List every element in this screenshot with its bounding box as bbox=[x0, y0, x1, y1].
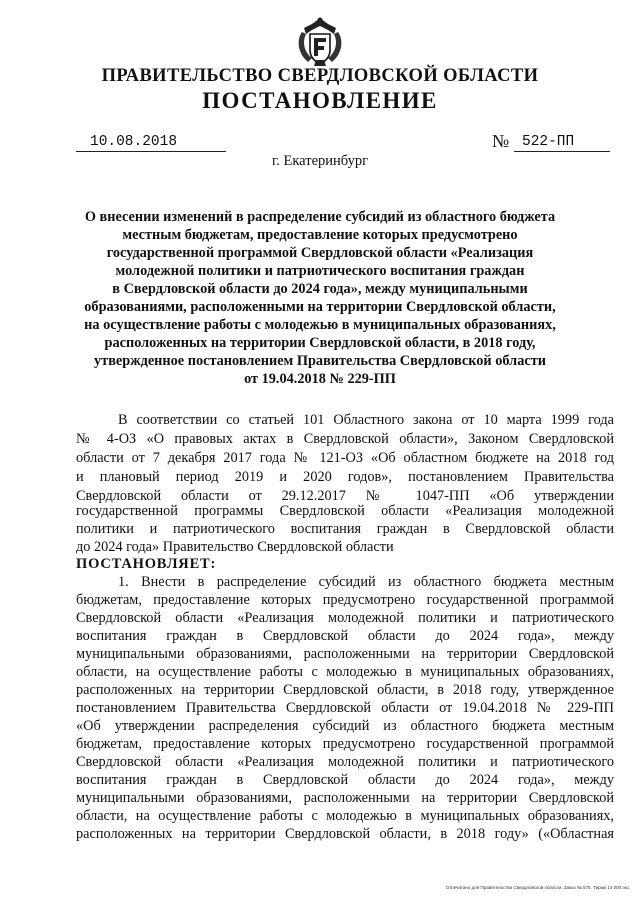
body-line: В соответствии со статьей 101 Областного закона от 10 марта 1999 года bbox=[118, 412, 614, 428]
document-number: 522-ПП bbox=[514, 133, 610, 152]
body-line: бюджетам, предоставление которых предусмотрено государственной программой bbox=[76, 736, 614, 752]
body-line: Свердловской области от 29.12.2017 № 1047-ПП «Об утверждении bbox=[76, 488, 614, 504]
body-line: и плановый период 2019 и 2020 годов», постановлением Правительства bbox=[76, 469, 614, 485]
title-line: в Свердловской области до 2024 года», между муниципальными bbox=[112, 281, 528, 297]
title-line: О внесении изменений в распределение субсидий из областного бюджета bbox=[84, 209, 556, 225]
body-line: политики и патриотического воспитания граждан в Свердловской области bbox=[76, 521, 614, 537]
document-number-label: № bbox=[492, 131, 510, 151]
title-line: утвержденное постановлением Правительства Свердловской области bbox=[94, 353, 546, 369]
body-line: области, на осуществление работы с молодежью в муниципальных образованиях, bbox=[76, 808, 614, 824]
title-line: на осуществление работы с молодежью в муниципальных образованиях, bbox=[84, 317, 556, 333]
title-line: расположенных на территории Свердловской области, в 2018 году, bbox=[104, 335, 536, 351]
document-date: 10.08.2018 bbox=[76, 133, 226, 152]
decrees-heading: ПОСТАНОВЛЯЕТ: bbox=[76, 556, 217, 572]
city-line: г. Екатеринбург bbox=[271, 153, 369, 169]
print-footer-note: Отпечатано для Правительства Свердловской области. Заказ № 575. Тираж 14 000 экз. bbox=[445, 885, 630, 890]
title-line: от 19.04.2018 № 229-ПП bbox=[244, 371, 396, 387]
body-line: расположенных на территории Свердловской области, в 2018 году» («Областная bbox=[76, 826, 614, 842]
government-title: ПРАВИТЕЛЬСТВО СВЕРДЛОВСКОЙ ОБЛАСТИ bbox=[101, 66, 539, 86]
title-line: местным бюджетам, предоставление которых предусмотрено bbox=[122, 227, 518, 243]
body-line: Свердловской области «Реализация молодежной политики и патриотического bbox=[76, 610, 614, 626]
title-line: государственной программой Свердловской области «Реализация bbox=[106, 245, 534, 261]
body-line: воспитания граждан в Свердловской области до 2024 года», между bbox=[76, 628, 614, 644]
body-line: постановлением Правительства Свердловской области от 19.04.2018 № 229-ПП bbox=[76, 700, 614, 716]
title-line: образованиями, расположенными на территории Свердловской области, bbox=[84, 299, 556, 315]
body-line: воспитания граждан в Свердловской области до 2024 года», между bbox=[76, 772, 614, 788]
coat-of-arms-icon bbox=[296, 16, 344, 68]
document-type-heading: ПОСТАНОВЛЕНИЕ bbox=[202, 88, 438, 113]
body-line: Свердловской области «Реализация молодежной политики и патриотического bbox=[76, 754, 614, 770]
body-line: области от 7 декабря 2017 года № 121-ОЗ «Об областном бюджете на 2018 год bbox=[76, 450, 614, 466]
body-line: области, на осуществление работы с молодежью в муниципальных образованиях, bbox=[76, 664, 614, 680]
body-line: государственной программы Свердловской области «Реализация молодежной bbox=[76, 503, 614, 519]
body-line: № 4-ОЗ «О правовых актах в Свердловской области», Законом Свердловской bbox=[76, 431, 614, 447]
body-line: «Об утверждении распределения субсидий из областного бюджета местным bbox=[76, 718, 614, 734]
body-line: 1. Внести в распределение субсидий из областного бюджета местным bbox=[118, 574, 614, 590]
body-line: расположенных на территории Свердловской области, в 2018 году, утвержденное bbox=[76, 682, 614, 698]
body-line: бюджетам, предоставление которых предусмотрено государственной программой bbox=[76, 592, 614, 608]
body-line: муниципальными образованиями, расположенными на территории Свердловской bbox=[76, 646, 614, 662]
title-line: молодежной политики и патриотического воспитания граждан bbox=[115, 263, 525, 279]
body-line: муниципальными образованиями, расположенными на территории Свердловской bbox=[76, 790, 614, 806]
body-line: до 2024 года» Правительство Свердловской области bbox=[76, 539, 394, 555]
